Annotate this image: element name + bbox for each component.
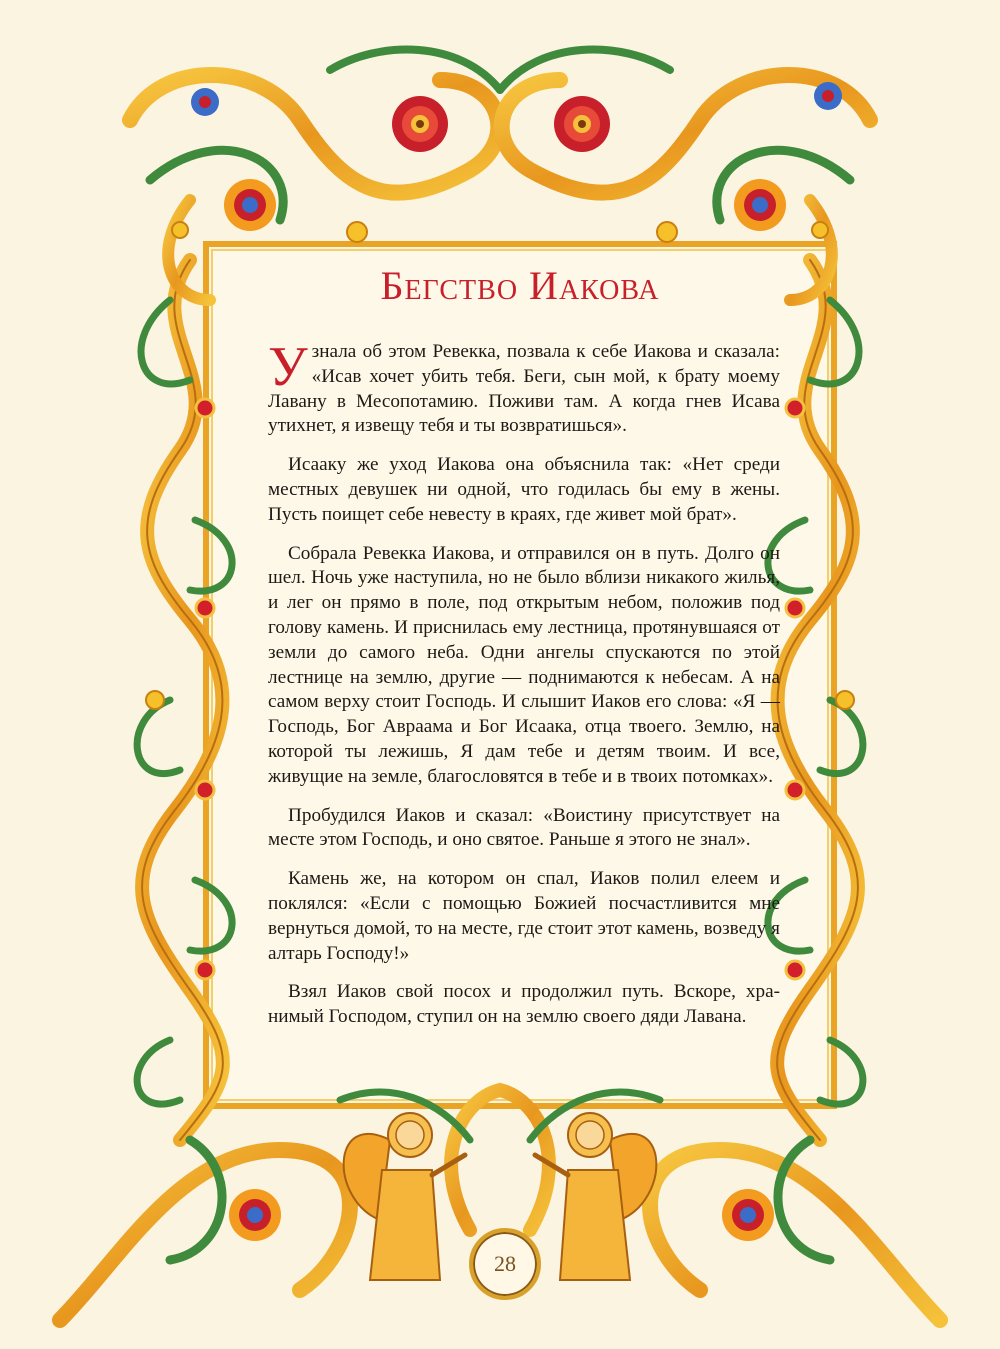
sunflower-icon xyxy=(734,179,786,231)
rose-icon xyxy=(392,96,448,152)
sunflower-icon xyxy=(722,1189,774,1241)
cornflower-icon xyxy=(814,82,842,110)
page-number-badge: 28 xyxy=(469,1228,541,1300)
paragraph: Пробудился Иаков и сказал: «Воистину присутствует на месте этом Господь, и оно святое. Раньше я этого не знал». xyxy=(268,804,780,851)
body-text xyxy=(268,336,780,1044)
cornflower-icon xyxy=(191,88,219,116)
paragraph: Взял Иаков свой посох и продолжил путь. Вскоре, хранимый Господом, ступил он на землю своего дяди Лавана. xyxy=(268,981,780,1028)
paragraph: Узнала об этом Ревекка, позвала к себе Иакова и сказала: «Исав хочет убить тебя. Беги, сын мой, к брату моему Лавану в Месопотамию. Поживи там. А когда гнев Исава утихнет, я извещу тебя и ты возвратишься». xyxy=(268,336,780,437)
page-title: Бегство Иакова xyxy=(380,263,660,308)
angel-figure xyxy=(344,1113,465,1280)
drop-cap: У xyxy=(268,336,308,398)
sunflower-icon xyxy=(229,1189,281,1241)
angel-figure xyxy=(535,1113,656,1280)
paragraph: Собрала Ревекка Иакова, и отправился он в путь. Долго он шел. Ночь уже наступила, но не было вблизи никакого жилья, и лег он прямо в поле, под открытым небом, положив под голову камень. И приснилась ему лестница, протянувшаяся от земли до самого неба. Одни ангелы спускаются по этой лестнице на землю, другие — поднимаются к небесам. А на самом верху стоит Господь. И слышит Иаков его слова: «Я — Господь, Бог Авраама и Бог Исаака, отца твоего. Землю, на которой ты лежишь, Я дам тебе и детям твоим. И все, живущие на земле, благословятся в тебе и в твоих потомках». xyxy=(268,542,780,787)
rose-icon xyxy=(554,96,610,152)
paragraph: Камень же, на котором он спал, Иаков полил елеем и поклялся: «Если с помощью Божией посчастливится мне вернуться домой, то на месте, где стоит этот камень, возведу я алтарь Господу!» xyxy=(268,868,780,964)
paragraph: Исааку же уход Иакова она объяснила так: «Нет среди местных девушек ни одной, что годилась бы ему в жены. Пусть поищет себе невесту в краях, где живет мой брат». xyxy=(268,454,780,525)
sunflower-icon xyxy=(224,179,276,231)
